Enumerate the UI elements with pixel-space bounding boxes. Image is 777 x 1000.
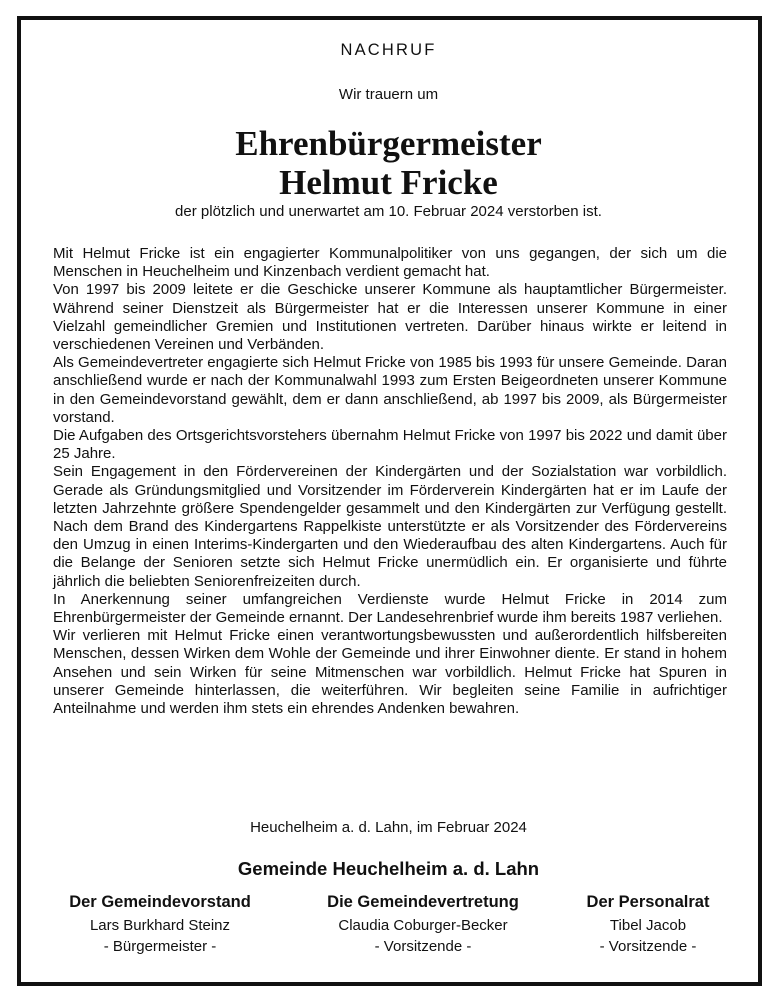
obituary-text	[53, 245, 727, 718]
signatory-group: Der Personalrat	[586, 893, 710, 911]
notice-label: NACHRUF	[340, 41, 437, 59]
paragraph: In Anerkennung seiner umfangreichen Verdienste wurde Helmut Fricke in 2014 zum Ehrenbürgermeister der Gemeinde ernannt. Der Landesehrenbrief wurde ihm bereits 1987 verliehen.	[53, 590, 727, 627]
paragraph: Sein Engagement in den Fördervereinen der Kindergärten und der Sozialstation war vorbildlich. Gerade als Gründungsmitglied und Vorsitzender im Förderverein Kindergärten hat er im Laufe der letzten Jahrzehnte größere Spendengelder gesammelt und den Kindergärten zur Verfügung gestellt. Nach dem Brand des Kindergartens Rappelkiste unterstützte er als Vorsitzender des Fördervereins den Umzug in einen Interims-Kindergarten und den Wiederaufbau des alten Kindergartens. Auch für die Belange der Senioren setzte sich Helmut Fricke unermüdlich ein. Er organisierte und führte jährlich die beliebten Seniorenfreizeiten durch.	[53, 463, 727, 590]
signatory-gemeindevertretung	[303, 892, 543, 957]
place-date: Heuchelheim a. d. Lahn, im Februar 2024	[250, 819, 527, 836]
organization-name: Gemeinde Heuchelheim a. d. Lahn	[237, 858, 540, 879]
paragraph: Als Gemeindevertreter engagierte sich Helmut Fricke von 1985 bis 1993 für unsere Gemeinde. Daran anschließend wurde er nach der Kommunalwahl 1993 zum Ersten Beigeordneten unserer Kommune in den Gemeindevorstand gewählt, dem er dann anschließend, ab 1997 bis 2009, als Bürgermeister vorstand.	[53, 354, 727, 426]
signatory-group: Die Gemeindevertretung	[327, 893, 519, 911]
intro-line: Wir trauern um	[338, 86, 439, 103]
death-line: der plötzlich und unerwartet am 10. Februar 2024 verstorben ist.	[175, 203, 602, 220]
deceased-title: Ehrenbürgermeister	[235, 124, 542, 163]
signatory-personalrat	[548, 892, 748, 957]
paragraph: Von 1997 bis 2009 leitete er die Geschicke unserer Kommune als hauptamtlicher Bürgermeister. Während seiner Dienstzeit als Bürgermeister hat er die Interessen unserer Kommune in einer Vielzahl gemeindlicher Gremien und Institutionen vertreten. Darüber hinaus wirkte er leitend in verschiedenen Vereinen und Verbänden.	[53, 281, 727, 354]
paragraph: Mit Helmut Fricke ist ein engagierter Kommunalpolitiker von uns gegangen, der sich um die Menschen in Heuchelheim und Kinzenbach verdient gemacht hat.	[53, 245, 727, 281]
signatory-name: Tibel Jacob	[609, 917, 687, 934]
signatory-role: - Vorsitzende -	[374, 938, 472, 955]
signatory-gemeindevorstand	[40, 892, 280, 957]
paragraph: Wir verlieren mit Helmut Fricke einen verantwortungsbewussten und außerordentlich hilfsbereiten Menschen, dessen Wirken dem Wohle der Gemeinde und ihrer Einwohner diente. Er stand in hohem Ansehen und sein Wirken für seine Mitmenschen war vorbildlich. Helmut Fricke hat Spuren in unserer Gemeinde hinterlassen, die weiterführen. Wir begleiten seine Familie in aufrichtiger Anteilnahme und werden ihm stets ein ehrendes Andenken bewahren.	[53, 627, 727, 718]
paragraph: Die Aufgaben des Ortsgerichtsvorstehers übernahm Helmut Fricke von 1997 bis 2022 und damit über 25 Jahre.	[53, 427, 727, 463]
deceased-name: Helmut Fricke	[279, 163, 498, 202]
signatory-role: - Vorsitzende -	[599, 938, 697, 955]
signatory-name: Claudia Coburger-Becker	[338, 917, 508, 934]
signatory-role: - Bürgermeister -	[103, 938, 217, 955]
signatory-name: Lars Burkhard Steinz	[89, 917, 231, 934]
signatory-group: Der Gemeindevorstand	[69, 893, 251, 911]
